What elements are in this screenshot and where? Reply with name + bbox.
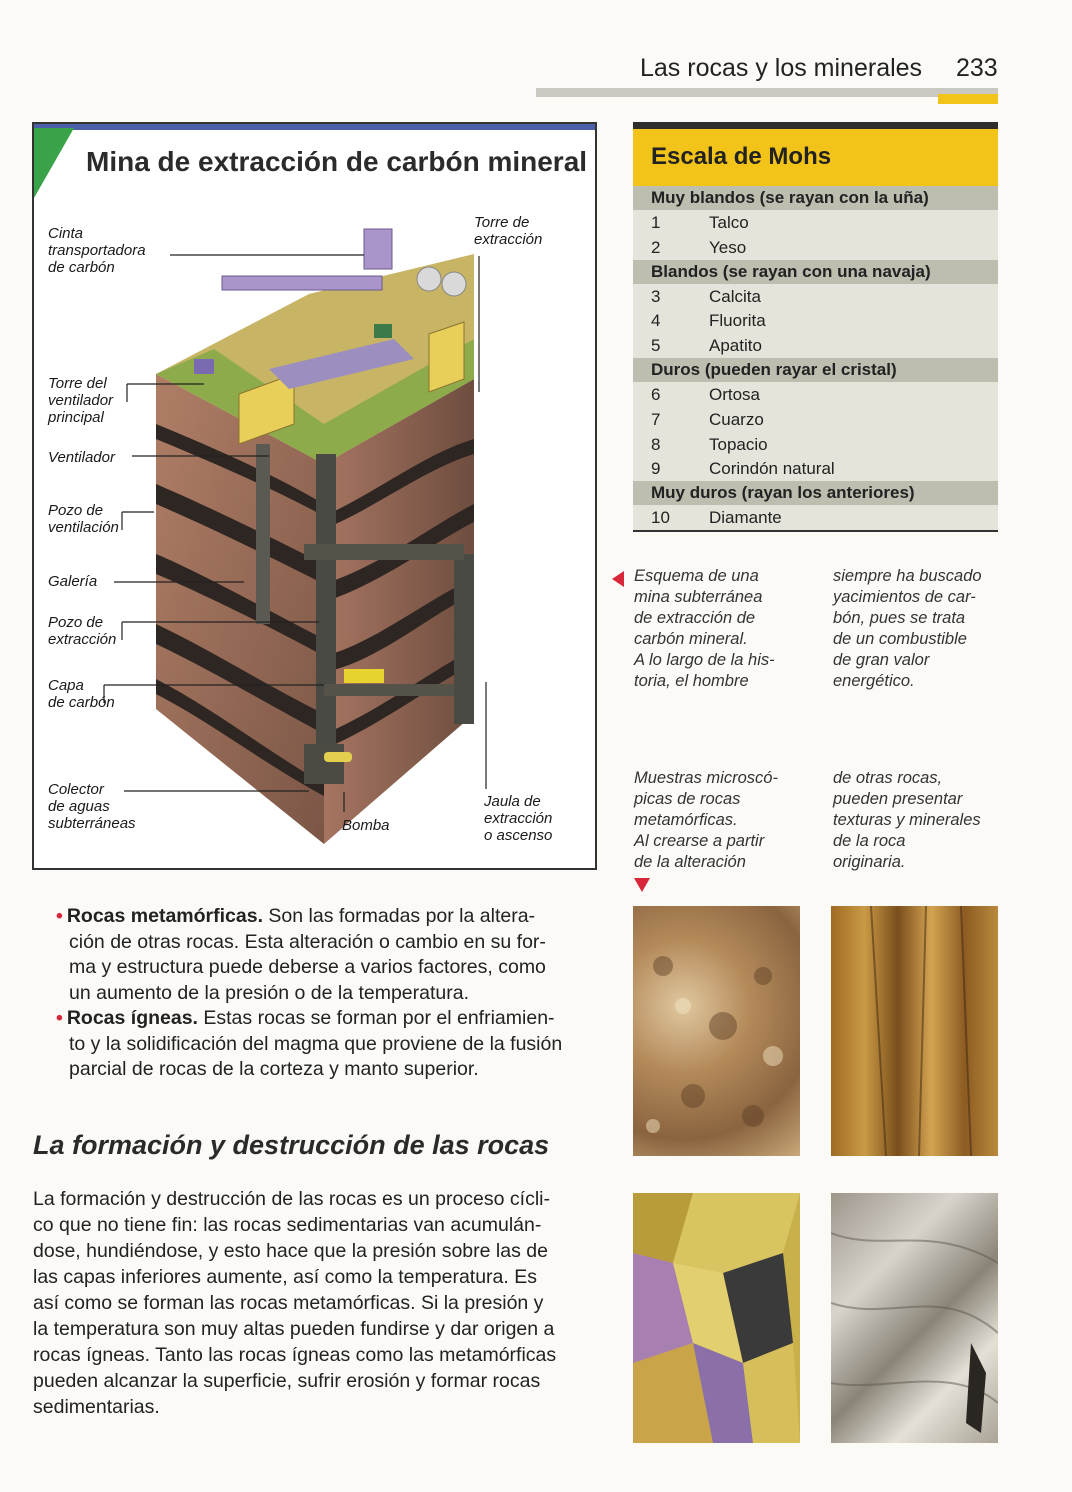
mine-figure <box>32 122 597 870</box>
label-ventilador: Ventilador <box>48 449 115 466</box>
header-rule <box>536 88 998 97</box>
table-row: 7 Cuarzo <box>633 407 998 432</box>
figure-title: Mina de extracción de carbón mineral <box>86 146 588 177</box>
table-row: 10 Diamante <box>633 505 998 530</box>
caption-pointer-left-icon <box>612 571 624 587</box>
table-row: 1 Talco <box>633 210 998 235</box>
term-metamorficas: Rocas metamórficas. <box>66 905 263 927</box>
label-cinta: Cinta transportadora de carbón <box>48 225 146 276</box>
rock-photo-3 <box>633 1193 800 1443</box>
label-capa-carbon: Capa de carbón <box>48 677 115 711</box>
rock-photo-1 <box>633 906 800 1156</box>
bullet-rocas-metamorficas: • Rocas metamórficas. Son las formadas por la altera- ción de otras rocas. Esta alteración o cambio en su for- ma y estructura puede deberse a varios factores, como un aumento de la presión o de la temperatura. <box>56 905 546 1004</box>
label-torre-ventilador: Torre del ventilador principal <box>48 375 114 426</box>
table-row: 9 Corindón natural <box>633 456 998 481</box>
rock-photo-4 <box>831 1193 998 1443</box>
rocks-caption-col1: Muestras microscó- picas de rocas metamórficas. Al crearse a partir de la alteración <box>634 769 778 871</box>
label-galeria: Galería <box>48 573 98 590</box>
table-group-header: Blandos (se rayan con una navaja) <box>633 260 998 284</box>
table-row: 2 Yeso <box>633 235 998 260</box>
body-paragraph: La formación y destrucción de las rocas es un proceso cícli- co que no tiene fin: las rocas sedimentarias van acumulán- dose, hundiéndose, y esto hace que la presión sobre las de las capas inferiores aumente, así como la temperatura. Es así como se forman las rocas metamórficas. Si la presión y la temperatura son muy altas pueden fundirse y dar origen a rocas ígneas. Tanto las rocas ígneas como las metamórficas pueden alcanzar la superficie, sufrir erosión y formar rocas sedimentarias. <box>33 1188 557 1418</box>
term-igneas: Rocas ígneas. <box>66 1007 198 1029</box>
table-top-bar <box>633 122 998 129</box>
page-number: 233 <box>956 54 998 82</box>
table-group-header: Muy duros (rayan los anteriores) <box>633 481 998 505</box>
mine-caption-col2: siempre ha buscado yacimientos de car- bón, pues se trata de un combustible de gran valor energético. <box>833 567 982 690</box>
table-group-header: Muy blandos (se rayan con la uña) <box>633 186 998 210</box>
table-group-header: Duros (pueden rayar el cristal) <box>633 358 998 382</box>
bullet-rocas-igneas: • Rocas ígneas. Estas rocas se forman por el enfriamien- to y la solidificación del magma que proviene de la fusión parcial de rocas de la corteza y manto superior. <box>56 1007 563 1080</box>
caption-pointer-down-icon <box>634 878 650 892</box>
section-title: La formación y destrucción de las rocas <box>33 1130 550 1160</box>
rocks-caption-col2: de otras rocas, pueden presentar texturas y minerales de la roca originaria. <box>833 769 981 871</box>
label-pozo-extraccion: Pozo de extracción <box>48 614 117 648</box>
label-torre-extraccion: Torre de extracción <box>474 214 543 248</box>
table-row: 3 Calcita <box>633 284 998 309</box>
label-jaula: Jaula de extracción o ascenso <box>484 793 553 844</box>
mine-caption-col1: Esquema de una mina subterránea de extracción de carbón mineral. A lo largo de la his- toria, el hombre <box>634 567 775 690</box>
header-accent <box>938 94 998 104</box>
label-bomba: Bomba <box>342 817 390 834</box>
table-row: 6 Ortosa <box>633 382 998 407</box>
label-colector: Colector de aguas subterráneas <box>48 781 136 832</box>
label-pozo-ventilacion: Pozo de ventilación <box>48 502 119 536</box>
table-title: Escala de Mohs <box>633 129 998 186</box>
rock-photo-2 <box>831 906 998 1156</box>
table-row: 4 Fluorita <box>633 308 998 333</box>
running-header-title: Las rocas y los minerales <box>640 54 923 82</box>
table-row: 5 Apatito <box>633 333 998 358</box>
table-bottom-rule <box>633 530 998 532</box>
mohs-scale-table <box>633 122 998 532</box>
table-row: 8 Topacio <box>633 432 998 457</box>
